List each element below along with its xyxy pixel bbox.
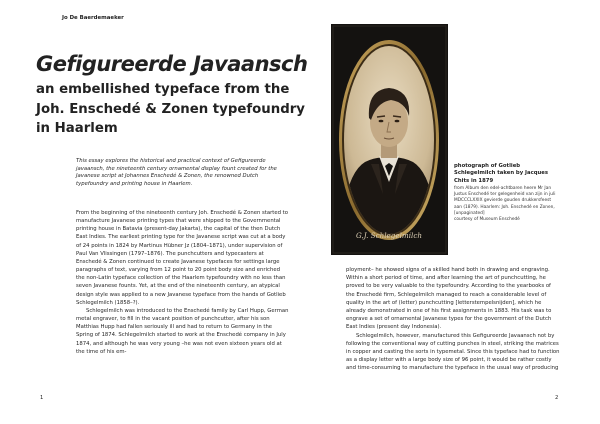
- body-text-left-column: [76, 209, 290, 356]
- portrait-signature: G.J. Schlegelmilch: [355, 231, 423, 240]
- article-subtitle: an embellished typeface from the Joh. Enschedé & Zonen typefoundry in Haarlem: [36, 82, 305, 136]
- body-paragraph: Schlegelmilch, however, manufactured this Gefigureerde Javaansch not by following the conventional way of cutting punches in steel, striking the matrices in copper and casting the sorts in typemetal. Since this typeface had to function as a display letter with a large body size of 96 point, it would be rather costly and time-consuming to manufacture the typeface in the usual way of producing: [346, 332, 560, 372]
- caption-courtesy: courtesy of Museum Enschedé: [454, 217, 520, 223]
- page-number-left: 1: [40, 395, 44, 401]
- running-head-author: Jo De Baerdemaeker: [62, 15, 124, 21]
- abstract: This essay explores the historical and practical context of Gefigureerde javaansch, the nineteenth century ornamental display fount created for the Javanese script at Johannes Enschedé & Zonen, the renowned Dutch typefoundry and printing house in Haarlem.: [76, 158, 277, 187]
- body-paragraph: From the beginning of the nineteenth century Joh. Enschedé & Zonen started to manufacture Javanese printing types that were shipped to the Governmental printing house in Batavia (present-day Jakarta), the capital of the then Dutch East Indies. The earliest printing type for the Javanese script was cut at a body of 24 points in 1824 by Martinus Hübner Jz (1804–1871), under supervision of Paul Van Vlissingen (1797–1876). The punchcutters and typecasters at Enschedé & Zonen continued to create Javanese typefaces for settings large paragraphs of text, varying from 12 point to 20 point body size and enriched the non-Latin typeface collection of the Haarlem typefoundry with no less than seven Javanese founts. Yet, at the end of the nineteenth century, an atypical design style was applied to a new Javanese typeface from the hands of Gotlieb Schlegelmilch (1858–?).: [76, 210, 288, 306]
- article-title: Gefigureerde Javaansch: [36, 52, 308, 76]
- body-paragraph: Schlegelmilch was introduced to the Enschedé family by Carl Hupp, German metal engraver, to fill in the vacant position of punchcutter, after his son Matthias Hupp had fallen seriously ill and had to return to Germany in the Spring of 1874. Schlegelmilch started to work at the Enschedé company in July 1874, and although he was very young –he was not even sixteen years old at the time of his em-: [76, 307, 289, 355]
- body-text-right-column: [346, 266, 560, 373]
- caption-body: [454, 186, 560, 223]
- caption-heading: photograph of Gotlieb Schlegelmilch taken by Jacques Chits in 1879: [454, 163, 549, 184]
- page-number-right: 2: [555, 395, 559, 401]
- body-paragraph: ployment– he showed signs of a skilled hand both in drawing and engraving. Within a short period of time, and after learning the art of punchcutting, he proved to be very valuable to the typefoundry. According to the yearbooks of the Enschedé firm, Schlegelmilch managed to reach a considerable level of quality in the art of (letter) punchcutting [letterstempelsnijden], which he already demonstrated in one of his first assignments in 1883. His task was to engrave a set of ornamental Javanese types for the government of the Dutch East Indies (present day Indonesia).: [346, 267, 552, 331]
- portrait-photograph: [331, 24, 448, 255]
- caption-source: from Album den edel-achtbaren heere Mr Jan Justus Enschedé ter gelegenheid van zijn in juli MDCCCLXXIX gevierde gouden drukkersfeest aan (1879). Haarlem: Joh. Enschedé en Zonen, [unpaginated]: [454, 186, 556, 216]
